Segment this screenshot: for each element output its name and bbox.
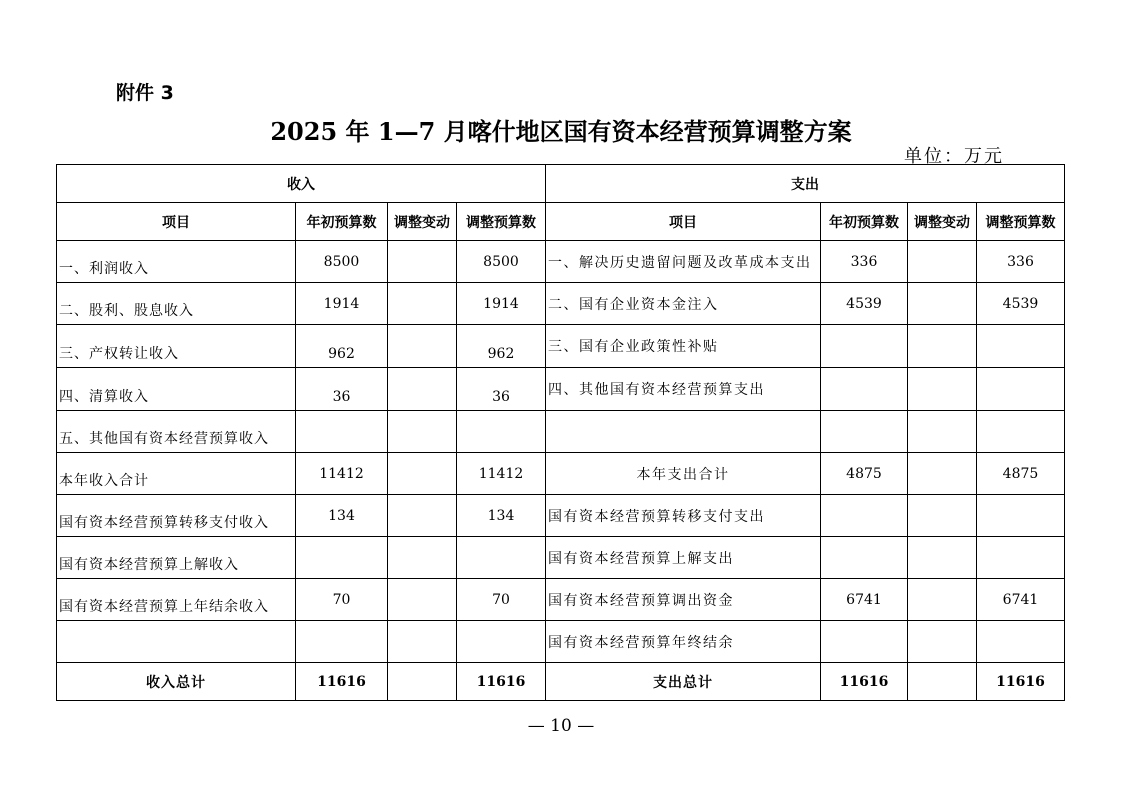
income-change-cell — [388, 453, 457, 495]
table-row — [57, 241, 1065, 283]
expense-item-cell: 本年支出合计 — [546, 453, 821, 495]
expense-initial-column-header: 年初预算数 — [821, 203, 908, 241]
income-item-cell: 二、股利、股息收入 — [57, 283, 296, 325]
document-title: 2025 年 1—7 月喀什地区国有资本经营预算调整方案 — [270, 117, 852, 146]
income-initial-cell: 1914 — [296, 283, 388, 325]
income-change-cell — [388, 411, 457, 453]
totals-row — [57, 663, 1065, 701]
expense-change-cell — [908, 453, 977, 495]
expense-item-cell: 国有资本经营预算上解支出 — [546, 537, 821, 579]
expense-change-cell — [908, 241, 977, 283]
expense-item-cell: 国有资本经营预算转移支付支出 — [546, 495, 821, 537]
income-adjusted-cell — [457, 621, 546, 663]
income-change-cell — [388, 495, 457, 537]
expense-item-cell: 国有资本经营预算年终结余 — [546, 621, 821, 663]
expense-total-adjusted: 11616 — [977, 663, 1065, 701]
income-total-label: 收入总计 — [57, 663, 296, 701]
expense-initial-cell — [821, 325, 908, 368]
page-number: — 10 — — [527, 716, 595, 736]
expense-adjusted-cell — [977, 368, 1065, 411]
expense-section-header: 支出 — [546, 165, 1065, 203]
income-change-cell — [388, 579, 457, 621]
expense-item-cell: 国有资本经营预算调出资金 — [546, 579, 821, 621]
expense-total-initial: 11616 — [821, 663, 908, 701]
expense-initial-cell: 6741 — [821, 579, 908, 621]
expense-change-column-header: 调整变动 — [908, 203, 977, 241]
expense-adjusted-cell — [977, 495, 1065, 537]
expense-change-cell — [908, 579, 977, 621]
income-adjusted-cell: 134 — [457, 495, 546, 537]
expense-initial-cell — [821, 621, 908, 663]
expense-adjusted-cell: 336 — [977, 241, 1065, 283]
income-adjusted-cell: 36 — [457, 368, 546, 411]
income-section-header: 收入 — [57, 165, 546, 203]
expense-total-change — [908, 663, 977, 701]
income-adjusted-cell: 8500 — [457, 241, 546, 283]
expense-adjusted-cell — [977, 325, 1065, 368]
income-adjusted-cell: 70 — [457, 579, 546, 621]
expense-item-cell: 四、其他国有资本经营预算支出 — [546, 368, 821, 411]
table-row — [57, 368, 1065, 411]
income-change-cell — [388, 537, 457, 579]
income-change-cell — [388, 621, 457, 663]
expense-initial-cell — [821, 495, 908, 537]
expense-adjusted-column-header: 调整预算数 — [977, 203, 1065, 241]
income-initial-cell: 36 — [296, 368, 388, 411]
income-adjusted-cell: 11412 — [457, 453, 546, 495]
expense-initial-cell — [821, 368, 908, 411]
income-item-cell: 国有资本经营预算上年结余收入 — [57, 579, 296, 621]
income-item-cell: 国有资本经营预算上解收入 — [57, 537, 296, 579]
income-change-cell — [388, 283, 457, 325]
income-adjusted-column-header: 调整预算数 — [457, 203, 546, 241]
table-row — [57, 495, 1065, 537]
expense-change-cell — [908, 325, 977, 368]
income-change-cell — [388, 241, 457, 283]
expense-initial-cell — [821, 537, 908, 579]
income-adjusted-cell — [457, 411, 546, 453]
table-row — [57, 283, 1065, 325]
table-row — [57, 621, 1065, 663]
income-initial-column-header: 年初预算数 — [296, 203, 388, 241]
income-initial-cell: 8500 — [296, 241, 388, 283]
expense-adjusted-cell — [977, 411, 1065, 453]
table-row — [57, 453, 1065, 495]
expense-item-cell: 三、国有企业政策性补贴 — [546, 325, 821, 368]
expense-initial-cell — [821, 411, 908, 453]
income-initial-cell — [296, 621, 388, 663]
expense-change-cell — [908, 368, 977, 411]
expense-item-cell: 一、解决历史遗留问题及改革成本支出 — [546, 241, 821, 283]
unit-label: 单位：万元 — [904, 146, 1004, 167]
table-row — [57, 411, 1065, 453]
expense-initial-cell: 4875 — [821, 453, 908, 495]
income-item-cell: 五、其他国有资本经营预算收入 — [57, 411, 296, 453]
income-initial-cell: 11412 — [296, 453, 388, 495]
budget-table — [56, 164, 1065, 701]
attachment-label: 附件 3 — [116, 82, 174, 104]
income-adjusted-cell: 1914 — [457, 283, 546, 325]
income-item-cell: 四、清算收入 — [57, 368, 296, 411]
income-total-initial: 11616 — [296, 663, 388, 701]
expense-item-cell — [546, 411, 821, 453]
expense-adjusted-cell — [977, 621, 1065, 663]
income-initial-cell — [296, 411, 388, 453]
table-row — [57, 537, 1065, 579]
expense-adjusted-cell: 6741 — [977, 579, 1065, 621]
income-total-change — [388, 663, 457, 701]
column-header-row — [57, 203, 1065, 241]
income-change-cell — [388, 325, 457, 368]
expense-item-column-header: 项目 — [546, 203, 821, 241]
income-change-column-header: 调整变动 — [388, 203, 457, 241]
income-item-cell: 本年收入合计 — [57, 453, 296, 495]
income-item-cell: 一、利润收入 — [57, 241, 296, 283]
section-header-row — [57, 165, 1065, 203]
expense-adjusted-cell: 4539 — [977, 283, 1065, 325]
expense-initial-cell: 4539 — [821, 283, 908, 325]
expense-adjusted-cell — [977, 537, 1065, 579]
expense-initial-cell: 336 — [821, 241, 908, 283]
expense-change-cell — [908, 411, 977, 453]
expense-change-cell — [908, 283, 977, 325]
income-adjusted-cell: 962 — [457, 325, 546, 368]
income-item-cell: 三、产权转让收入 — [57, 325, 296, 368]
expense-total-label: 支出总计 — [546, 663, 821, 701]
expense-change-cell — [908, 621, 977, 663]
expense-change-cell — [908, 495, 977, 537]
income-item-column-header: 项目 — [57, 203, 296, 241]
table-row — [57, 325, 1065, 368]
table-row — [57, 579, 1065, 621]
income-change-cell — [388, 368, 457, 411]
expense-adjusted-cell: 4875 — [977, 453, 1065, 495]
income-adjusted-cell — [457, 537, 546, 579]
income-initial-cell: 962 — [296, 325, 388, 368]
income-initial-cell: 134 — [296, 495, 388, 537]
income-item-cell: 国有资本经营预算转移支付收入 — [57, 495, 296, 537]
income-total-adjusted: 11616 — [457, 663, 546, 701]
income-initial-cell — [296, 537, 388, 579]
income-item-cell — [57, 621, 296, 663]
income-initial-cell: 70 — [296, 579, 388, 621]
expense-item-cell: 二、国有企业资本金注入 — [546, 283, 821, 325]
expense-change-cell — [908, 537, 977, 579]
